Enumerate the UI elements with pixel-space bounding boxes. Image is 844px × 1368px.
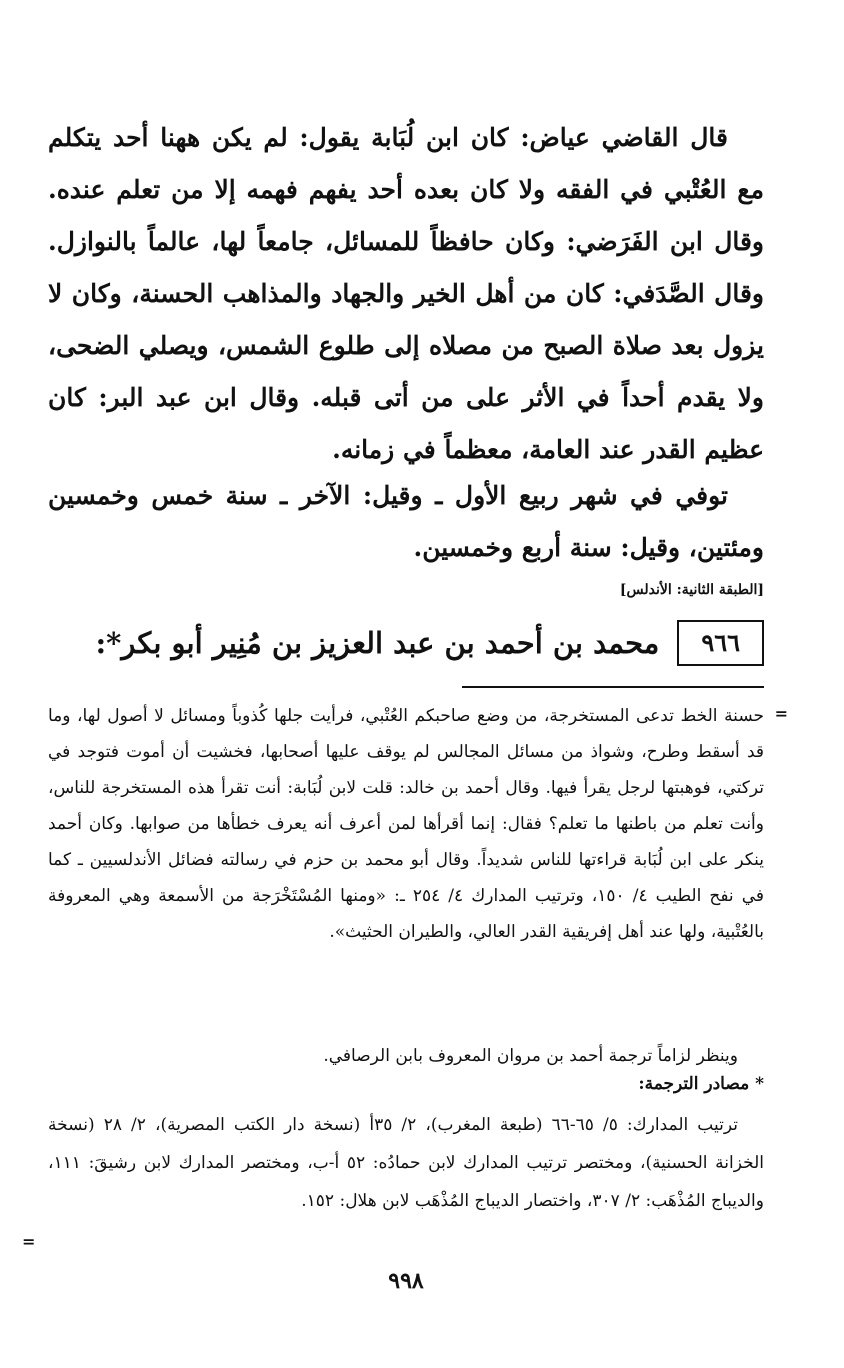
death-date-paragraph: توفي في شهر ربيع الأول ـ وقيل: الآخر ـ سنة خمس وخمسين ومئتين، وقيل: سنة أربع وخمسين. (48, 481, 764, 562)
tabaqa-label: [الطبقة الثانية: الأندلس] (619, 582, 764, 598)
bottom-continuation-marker: = (22, 1232, 36, 1251)
footnote-divider (462, 686, 764, 688)
footnote-text: حسنة الخط تدعى المستخرجة، من وضع صاحبكم العُتْبي، فرأيت جلها كُذوباً ومسائل لا أصول لها، وما قد أسقط وطرح، وشواذ من مسائل المجالس لم يوقف عليها أصحابها، فخشيت أن أموت فتوجد في تركتي، فوهبتها لرجل يقرأ فيها. وقال أحمد بن خالد: قلت لابن لُبَابة: أنت تقرأ هذه المستخرجة للناس، وأنت تعلم من باطنها ما تعلم؟ فقال: إنما أقرأها لمن أعرف أنه يعرف خطأها من صوابها. وكان أحمد ينكر على ابن لُبَابة قراءتها للناس شديداً. وقال أبو محمد بن حزم في رسالته فضائل الأندلسيين ـ كما في نفح الطيب ٤/ ١٥٠، وترتيب المدارك ٤/ ٢٥٤ ـ: «ومنها المُسْتَخْرَجة من الأسمعة وهي المعروفة بالعُتْبية، ولها عند أهل إفريقية القدر العالي، والطيران الحثيث». (48, 706, 764, 942)
entry-number: ٩٦٦ (677, 620, 764, 666)
entry-heading (95, 620, 764, 666)
sources-title: * مصادر الترجمة: (638, 1074, 764, 1094)
footnote-continuation-marker: = (774, 704, 788, 723)
entry-name: محمد بن أحمد بن عبد العزيز بن مُنِير أبو بكر*: (95, 626, 660, 660)
sources-text: ترتيب المدارك: ٥/ ٦٥-٦٦ (طبعة المغرب)، ٢/ ٣٥أ (نسخة دار الكتب المصرية)، ٢/ ٢٨ (نسخة الخزانة الحسنية)، ومختصر ترتيب المدارك لابن حمادُه: ٥٢ أ-ب، ومختصر المدارك لابن رشيقَ: ١١١، والديباج المُذْهَب: ٢/ ٣٠٧، واختصار الديباج المُذْهَب لابن هلال: ١٥٢. (48, 1115, 764, 1211)
page-number: ٩٩٨ (388, 1268, 424, 1294)
biography-paragraph: قال القاضي عياض: كان ابن لُبَابة يقول: لم يكن ههنا أحد يتكلم مع العُتْبي في الفقه ولا كان بعده أحد يفهم فهمه إلا من تعلم عنده. وقال ابن الفَرَضي: وكان حافظاً للمسائل، جامعاً لها، عالماً بالنوازل. وقال الصَّدَفي: كان من أهل الخير والجهاد والمذاهب الحسنة، وكان لا يزول بعد صلاة الصبح من مصلاه إلى طلوع الشمس، ويصلي الضحى، ولا يقدم أحداً في الأثر على من أتى قبله. وقال ابن عبد البر: كان عظيم القدر عند العامة، معظماً في زمانه. (48, 123, 764, 464)
book-page (48, 0, 764, 1368)
footnote-see-also: وينظر لزاماً ترجمة أحمد بن مروان المعروف بابن الرصافي. (323, 1046, 738, 1066)
